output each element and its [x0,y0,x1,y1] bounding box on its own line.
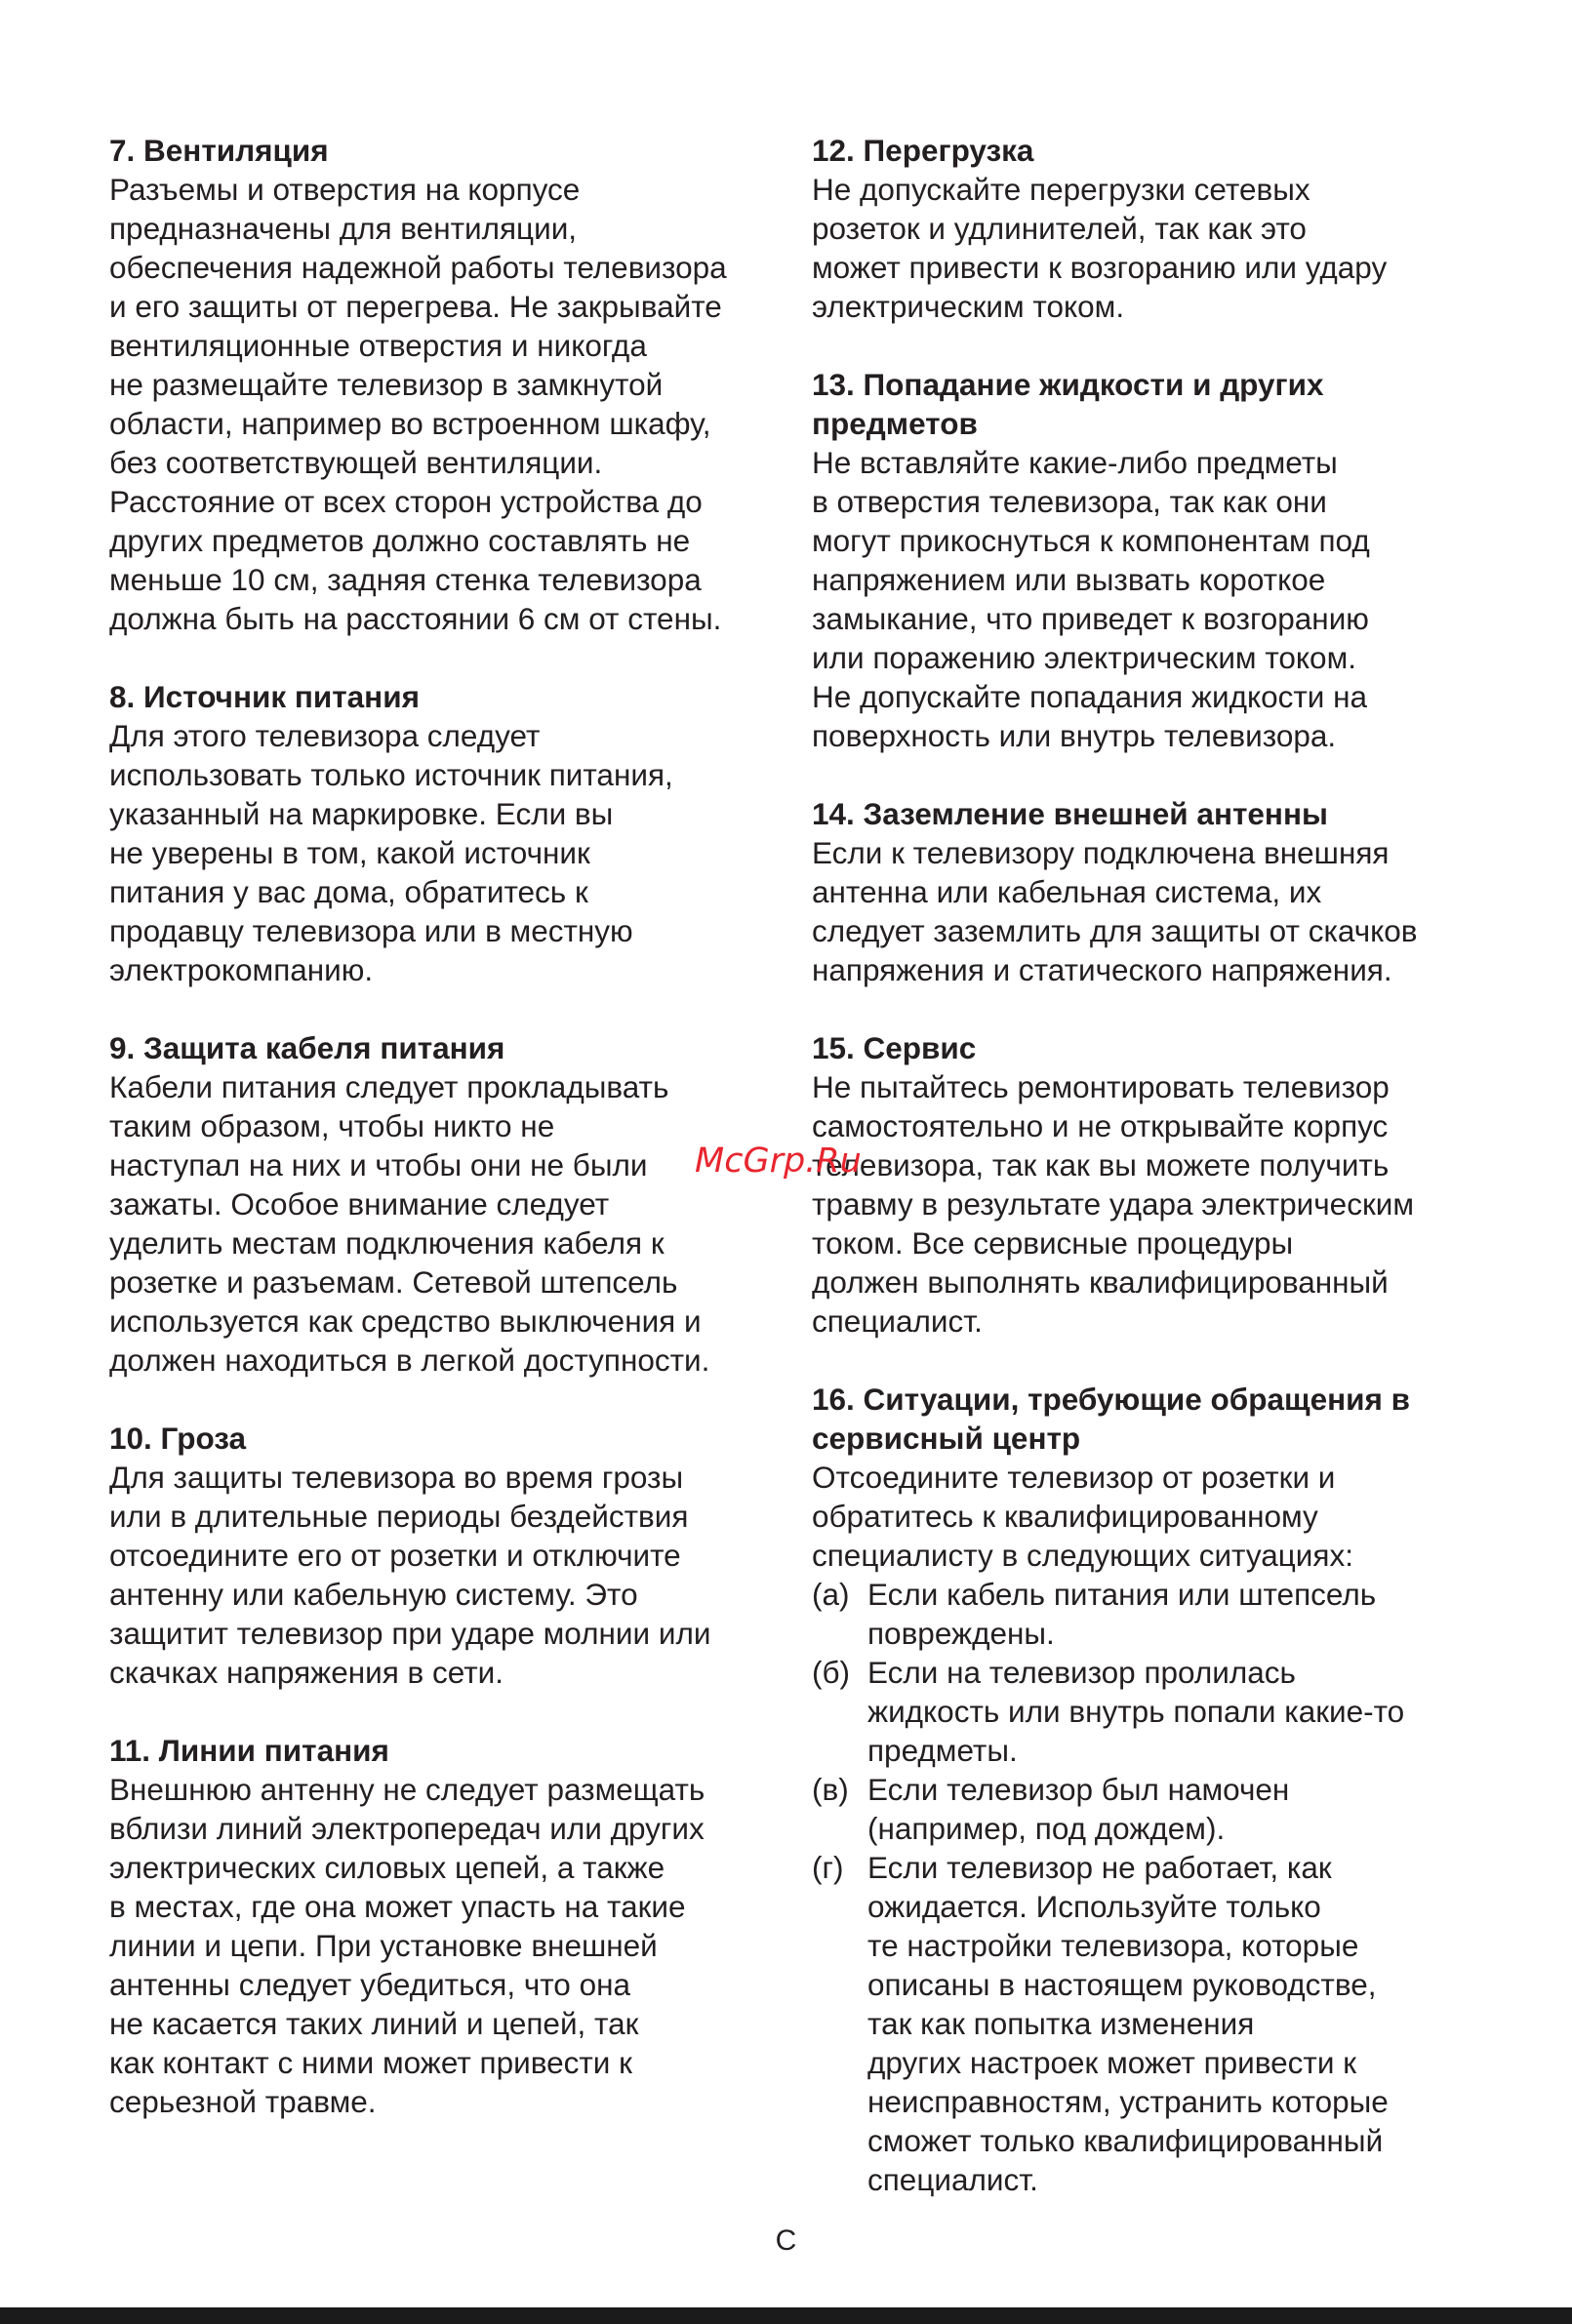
section-power-cable-protection [109,1028,773,1380]
list-item [812,1575,1475,1653]
list-marker: (б) [812,1655,851,1690]
list-item [812,1653,1475,1770]
situations-list [812,1575,1475,2199]
section-body: Если к телевизору подключена внешняя антенна или кабельная система, их следует заземлить для защиты от скачков напряжения и статического напряжения. [812,835,1418,987]
section-heading: 16. Ситуации, требующие обращения в сервисный центр [812,1382,1410,1456]
section-heading: 7. Вентиляция [109,133,329,168]
section-heading: 15. Сервис [812,1030,977,1065]
section-body: Не допускайте перегрузки сетевых розеток и удлинителей, так как это может привести к возгоранию или удару электрическим током. [812,172,1388,324]
section-power-source [109,677,773,989]
section-body: Кабели питания следует прокладывать таким образом, чтобы никто не наступал на них и чтобы они не были зажаты. Особое внимание следует уделить местам подключения кабеля к розетке и разъемам. Сетевой штепсель используется как средство выключения и должен находиться в легкой доступности. [109,1069,710,1378]
section-heading: 9. Защита кабеля питания [109,1030,505,1065]
left-column [109,131,773,2160]
right-column [812,131,1475,2238]
section-heading: 14. Заземление внешней антенны [812,796,1328,831]
section-body: Для защиты телевизора во время грозы или в длительные периоды бездействия отсоедините его от розетки и отключите антенну или кабельную систему. Это защитит телевизор при ударе молнии или скачках напряжения в сети. [109,1460,711,1690]
section-ventilation [109,131,773,638]
section-liquid-and-objects [812,365,1475,755]
section-heading: 13. Попадание жидкости и других предметов [812,367,1324,441]
list-item-text: Если на телевизор пролилась жидкость или внутрь попали какие-то предметы. [867,1655,1405,1768]
section-heading: 12. Перегрузка [812,133,1034,168]
list-item [812,1770,1475,1848]
section-body: Не вставляйте какие-либо предметы в отверстия телевизора, так как они могут прикоснуться к компонентам под напряжением или вызвать короткое замыкание, что приведет к возгоранию или поражению электрическим током. Не допускайте попадания жидкости на поверхность или внутрь телевизора. [812,445,1370,753]
section-body: Для этого телевизора следует использовать только источник питания, указанный на маркировке. Если вы не уверены в том, какой источник питания у вас дома, обратитесь к продавцу телевизора или в местную электрокомпанию. [109,718,673,987]
section-overload [812,131,1475,326]
watermark-text: McGrp.Ru [695,1142,862,1181]
list-marker: (а) [812,1577,850,1612]
section-heading: 10. Гроза [109,1421,247,1456]
section-heading: 8. Источник питания [109,679,420,714]
section-power-lines [109,1731,773,2121]
section-heading: 11. Линии питания [109,1733,389,1768]
section-antenna-grounding [812,794,1475,989]
section-body: Не пытайтесь ремонтировать телевизор самостоятельно и не открывайте корпус телевизора, так как вы можете получить травму в результате удара электрическим током. Все сервисные процедуры должен выполнять квалифицированный специалист. [812,1069,1414,1339]
section-body: Разъемы и отверстия на корпусе предназначены для вентиляции, обеспечения надежной работы телевизора и его защиты от перегрева. Не закрывайте вентиляционные отверстия и никогда не размещайте телевизор в замкнутой области, например во встроенном шкафу, без соответствующей вентиляции. Расстояние от всех сторон устройства до других предметов должно составлять не меньше 10 см, задняя стенка телевизора должна быть на расстоянии 6 см от стены. [109,172,727,636]
section-body: Внешнюю антенну не следует размещать вблизи линий электропередач или других электрических силовых цепей, а также в местах, где она может упасть на такие линии и цепи. При установке внешней антенны следует убедиться, что она не касается таких линий и цепей, так как контакт с ними может привести к серьезной травме. [109,1772,705,2119]
list-marker: (в) [812,1772,849,1807]
list-item-text: Если кабель питания или штепсель повреждены. [867,1577,1377,1651]
section-service [812,1028,1475,1341]
list-item-text: Если телевизор не работает, как ожидается. Используйте только те настройки телевизора, которые описаны в настоящем руководстве, так как попытка изменения других настроек может привести к неисправностям, устранить которые сможет только квалифицированный специалист. [867,1850,1389,2197]
section-thunderstorm [109,1419,773,1692]
section-intro: Отсоедините телевизор от розетки и обратитесь к квалифицированному специалисту в следующих ситуациях: [812,1460,1353,1573]
list-marker: (г) [812,1850,844,1885]
list-item [812,1848,1475,2199]
page-number: C [775,2224,797,2257]
bottom-border-bar [0,2307,1572,2324]
list-item-text: Если телевизор был намочен (например, под дождем). [867,1772,1290,1846]
section-service-center-situations [812,1380,1475,2199]
